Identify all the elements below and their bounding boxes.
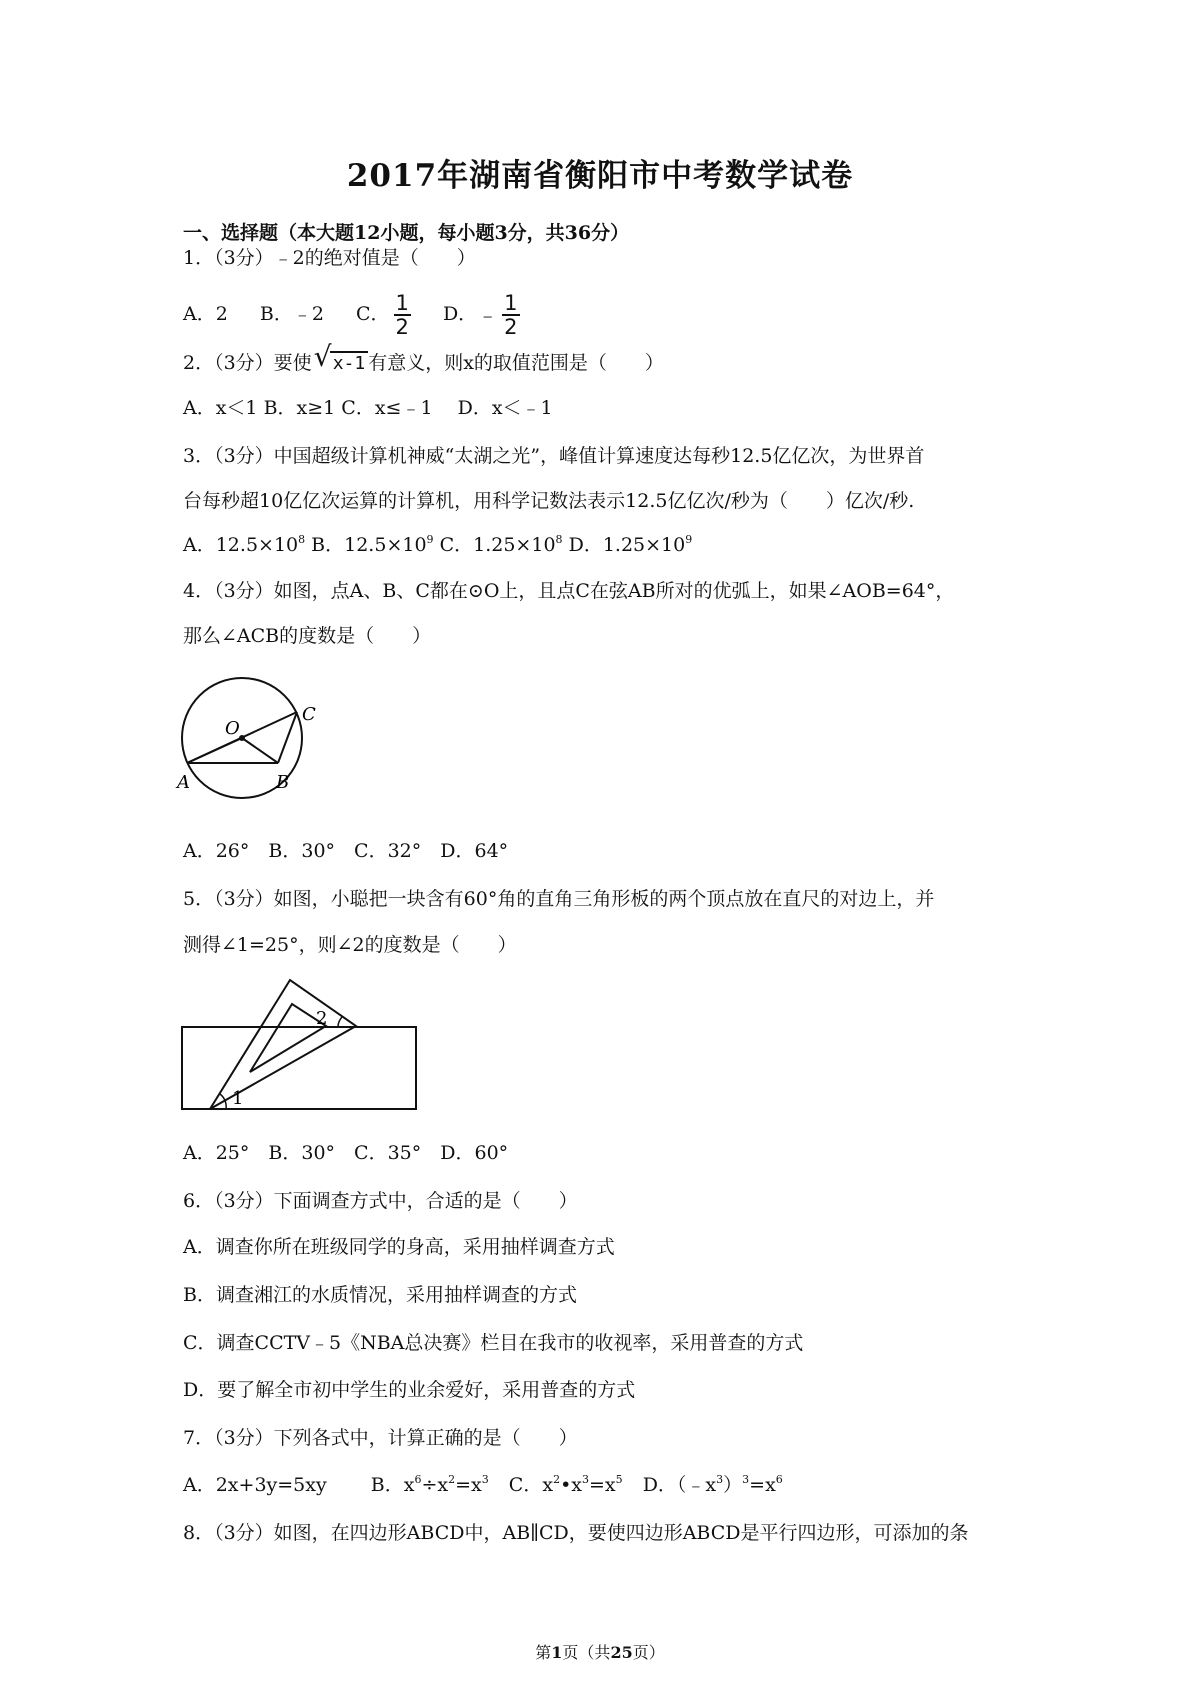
q7-option-d: D．$(﹣x^3)^3=x^6$ bbox=[642, 1473, 783, 1496]
question-2-stem: 2．（3分）要使 √ x-1 有意义，则x的取值范围是（ ） bbox=[183, 350, 664, 377]
q6-option-b: B．调查湘江的水质情况，采用抽样调查的方式 bbox=[183, 1284, 577, 1306]
question-2-options: A．x＜1 B．x≥1 C．x≤﹣1 D．x＜﹣1 bbox=[183, 397, 553, 419]
ruler-triangle-figure bbox=[180, 972, 420, 1112]
question-7-options bbox=[183, 1472, 783, 1498]
page-number: 1 bbox=[551, 1643, 563, 1662]
section-heading: 一、选择题（本大题12小题，每小题3分，共36分） bbox=[183, 222, 630, 244]
page-footer: 第1页（共25页） bbox=[535, 1643, 665, 1662]
question-4-line-1: 4．（3分）如图，点A、B、C都在⊙O上，且点C在弦AB所对的优弧上，如果∠AOB=64°， bbox=[183, 580, 955, 602]
question-5-line-1: 5．（3分）如图，小聪把一块含有60°角的直角三角形板的两个顶点放在直尺的对边上，并 bbox=[183, 888, 935, 910]
q1-option-d: D． bbox=[442, 303, 478, 325]
q7-option-b: B．$x^6\div x^2=x^3$ bbox=[370, 1473, 489, 1496]
q1-fraction-d: $\frac{1}{2}$ bbox=[504, 291, 518, 339]
label-angle-1: 1 bbox=[232, 1088, 244, 1109]
question-3-line-2: 台每秒超10亿亿次运算的计算机，用科学记数法表示12.5亿亿次/秒为（ ）亿次/秒. bbox=[183, 490, 915, 512]
label-angle-2: 2 bbox=[316, 1008, 328, 1029]
page-title: 2017年湖南省衡阳市中考数学试卷 bbox=[346, 158, 854, 194]
q6-option-c: C．调查CCTV﹣5《NBA总决赛》栏目在我市的收视率，采用普查的方式 bbox=[183, 1332, 804, 1354]
center-point bbox=[239, 735, 245, 741]
label-b: B bbox=[276, 772, 290, 793]
question-3-line-1: 3．（3分）中国超级计算机神威“太湖之光”，峰值计算速度达每秒12.5亿亿次，为世界首 bbox=[183, 445, 925, 467]
set-square-inner bbox=[250, 1004, 326, 1072]
circle-figure bbox=[175, 668, 335, 828]
label-a: A bbox=[177, 772, 190, 793]
square-root: √ x-1 bbox=[314, 350, 369, 377]
segment-ob bbox=[242, 738, 278, 763]
q1-fraction-c: $\frac{1}{2}$ bbox=[395, 291, 409, 339]
q1-option-b: B．﹣2 bbox=[259, 303, 324, 325]
q1-option-a: A．2 bbox=[183, 303, 228, 325]
q6-option-a: A．调查你所在班级同学的身高，采用抽样调查方式 bbox=[183, 1236, 615, 1258]
q7-option-a: A．2x+3y=5xy bbox=[183, 1474, 327, 1496]
question-3-options: A．$12.5\times 10^8$ B．$12.5\times 10^9$ C．$1.25\times 10^8$ D．$1.25\times 10^9$ bbox=[183, 533, 693, 556]
question-8-line-1: 8．（3分）如图，在四边形ABCD中，AB∥CD，要使四边形ABCD是平行四边形，可添加的条 bbox=[183, 1522, 969, 1544]
q6-option-d: D．要了解全市初中学生的业余爱好，采用普查的方式 bbox=[183, 1379, 636, 1401]
label-o: O bbox=[225, 718, 240, 739]
q1-option-c: C． bbox=[355, 303, 390, 325]
label-c: C bbox=[302, 704, 316, 725]
question-7-stem: 7．（3分）下列各式中，计算正确的是（ ） bbox=[183, 1427, 578, 1449]
question-5-options: A．25° B．30° C．35° D．60° bbox=[183, 1142, 509, 1164]
angle-2-arc bbox=[338, 1017, 342, 1026]
question-4-options: A．26° B．30° C．32° D．64° bbox=[183, 840, 509, 862]
question-1-options: A．2 B．﹣2 C． $\frac{1}{2}$ D．﹣ $\frac{1}{2}$ bbox=[183, 291, 518, 339]
question-5-line-2: 测得∠1=25°，则∠2的度数是（ ） bbox=[183, 934, 517, 956]
question-4-line-2: 那么∠ACB的度数是（ ） bbox=[183, 625, 432, 647]
q7-option-c: C．$x^2•x^3=x^5$ bbox=[508, 1473, 623, 1496]
question-6-stem: 6．（3分）下面调查方式中，合适的是（ ） bbox=[183, 1190, 578, 1212]
question-1-stem: 1．（3分）﹣2的绝对值是（ ） bbox=[183, 247, 476, 269]
page-total: 25 bbox=[610, 1643, 633, 1662]
